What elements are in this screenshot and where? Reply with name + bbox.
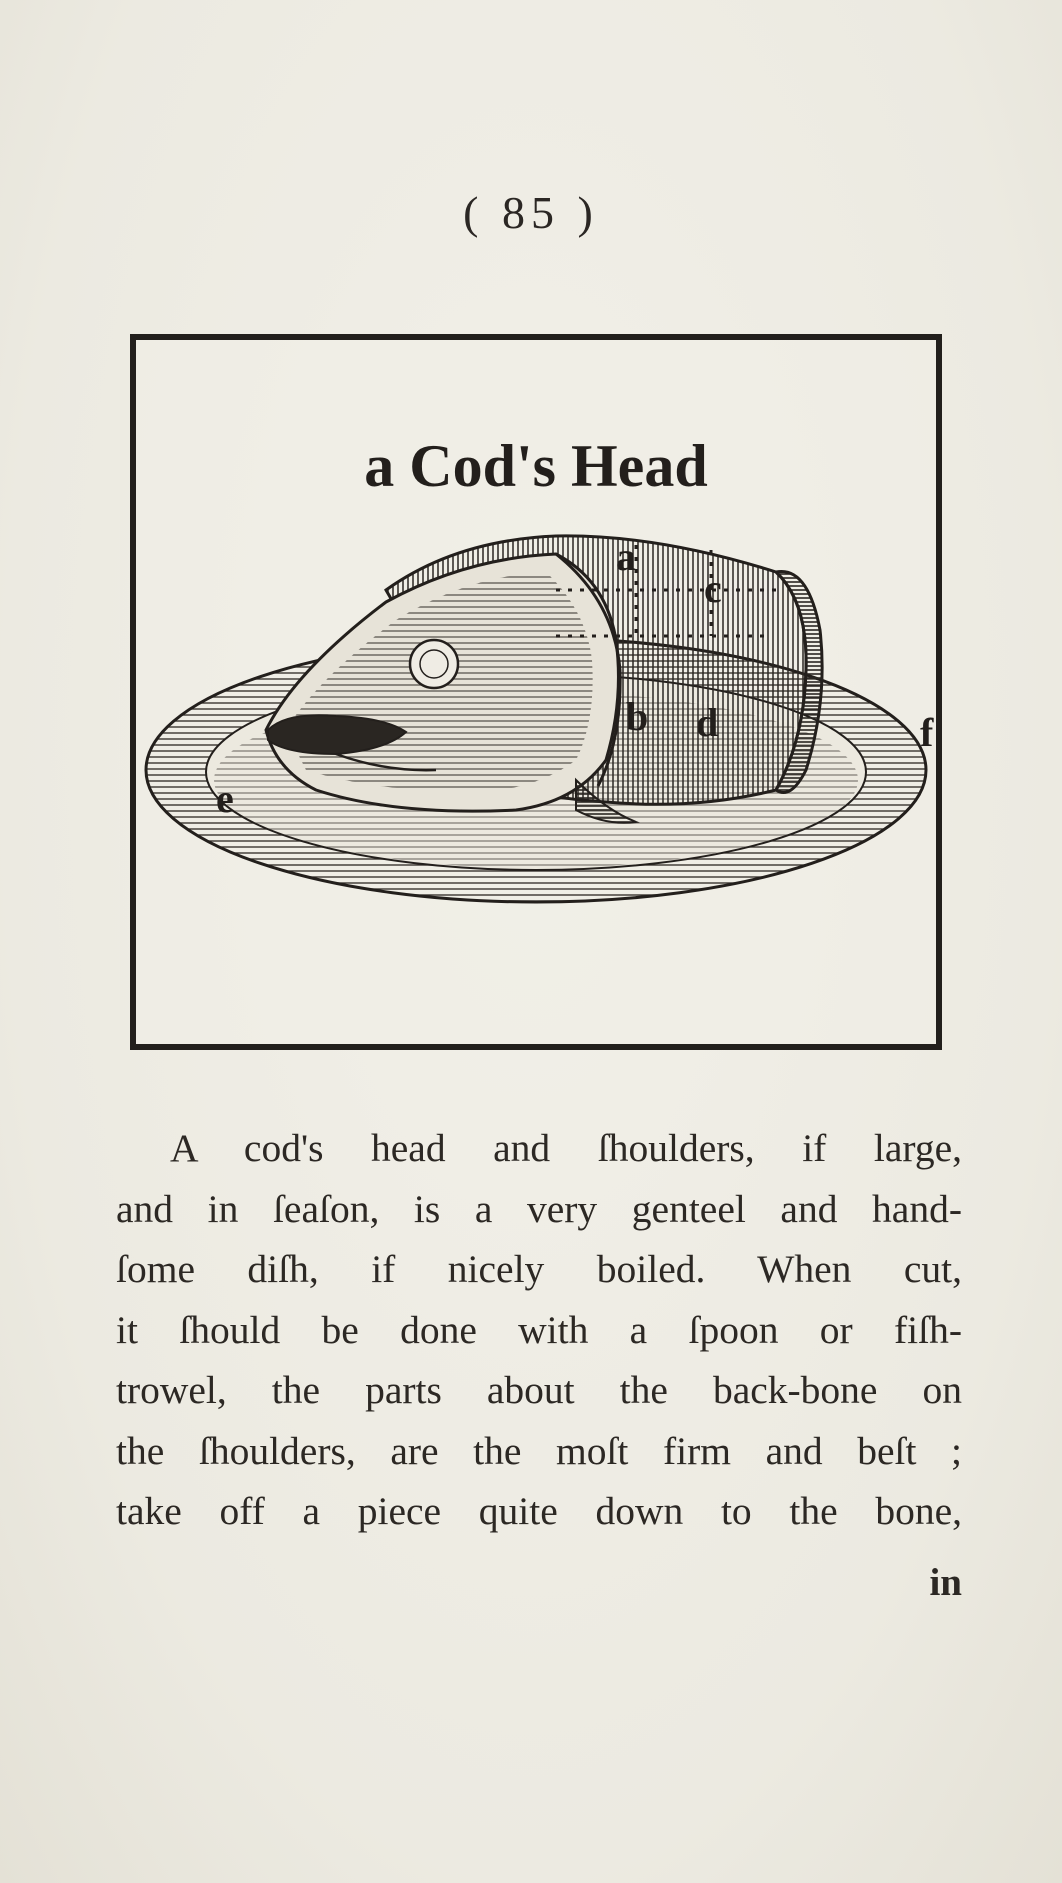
text-line: and in ſeaſon, is a very genteel and hand-: [116, 1186, 962, 1231]
page-number: ( 85 ): [463, 187, 599, 238]
text-line: trowel, the parts about the back-bone on: [116, 1368, 962, 1412]
text-line: A cod's head and ſhoulders, if large,: [170, 1126, 962, 1170]
label-f: f: [920, 710, 934, 755]
body-paragraph: [116, 1118, 962, 1542]
label-a: a: [616, 534, 636, 579]
label-c: c: [704, 566, 722, 611]
label-b: b: [626, 694, 649, 739]
text-line: the ſhoulders, are the moſt firm and beſt ;: [116, 1428, 962, 1473]
catchword: in: [929, 1561, 962, 1604]
engraving-plate: [130, 334, 942, 1050]
label-d: d: [696, 700, 719, 745]
text-line: take off a piece quite down to the bone,: [116, 1489, 962, 1533]
text-line: it ſhould be done with a ſpoon or fiſh-: [116, 1307, 962, 1352]
fish-eye: [410, 640, 458, 688]
plate-title: a Cod's Head: [364, 433, 708, 499]
text-line: ſome diſh, if nicely boiled. When cut,: [116, 1247, 962, 1291]
label-e: e: [216, 776, 234, 821]
